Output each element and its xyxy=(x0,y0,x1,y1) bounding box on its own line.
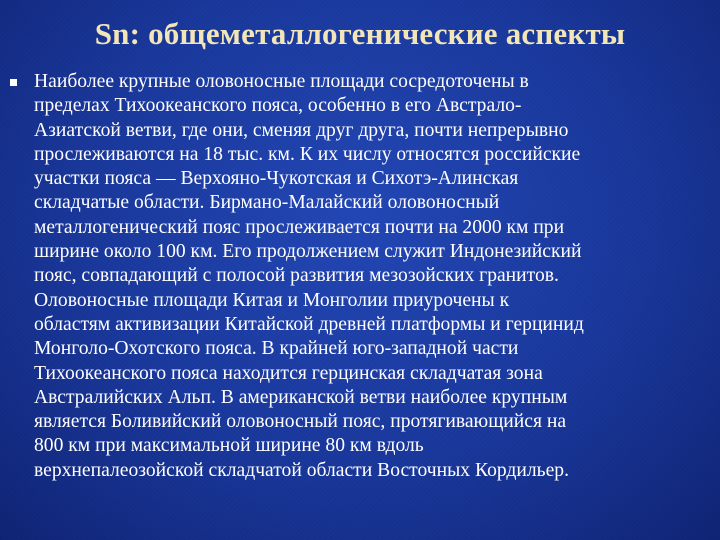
text-line: является Боливийский оловоносный пояс, протягивающийся на xyxy=(34,411,567,433)
text-line: пределах Тихоокеанского пояса, особенно в его Австрало- xyxy=(34,95,522,117)
text-line: 800 км при максимальной ширине 80 км вдоль xyxy=(34,435,424,457)
text-line: областям активизации Китайской древней платформы и герцинид xyxy=(34,313,584,335)
bullet-text xyxy=(34,70,710,483)
bullet-item xyxy=(10,70,710,483)
slide-title: Sn: общеметаллогенические аспекты xyxy=(94,16,626,51)
text-line: Оловоносные площади Китая и Монголии приурочены к xyxy=(34,289,510,311)
square-bullet-icon xyxy=(10,79,17,86)
text-line: ширине около 100 км. Его продолжением служит Индонезийский xyxy=(34,241,582,263)
text-line: складчатые области. Бирмано-Малайский оловоносный xyxy=(34,192,500,214)
text-line: Азиатской ветви, где они, сменяя друг друга, почти непрерывно xyxy=(34,119,569,141)
text-line: участки пояса — Верхояно-Чукотская и Сихотэ-Алинская xyxy=(34,168,519,190)
text-line: Австралийских Альп. В американской ветви наиболее крупным xyxy=(34,386,568,408)
text-line: верхнепалеозойской складчатой области Восточных Кордильер. xyxy=(34,459,569,481)
text-line: пояс, совпадающий с полосой развития мезозойских гранитов. xyxy=(34,265,559,287)
text-line: Монголо-Охотского пояса. В крайней юго-западной части xyxy=(34,338,519,360)
text-line: Тихоокеанского пояса находится герцинская складчатая зона xyxy=(34,362,543,384)
text-line: металлогенический пояс прослеживается почти на 2000 км при xyxy=(34,216,565,238)
text-line: Наиболее крупные оловоносные площади сосредоточены в xyxy=(34,71,529,92)
text-line: прослеживаются на 18 тыс. км. К их числу относятся российские xyxy=(34,143,581,165)
slide-content xyxy=(10,70,710,483)
